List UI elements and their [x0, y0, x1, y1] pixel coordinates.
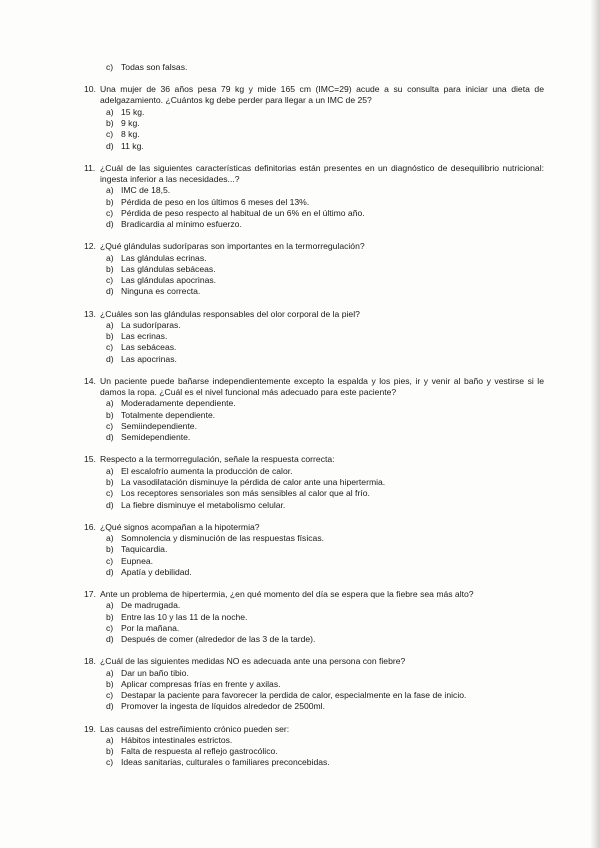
option-text: La fiebre disminuye el metabolismo celular.: [121, 499, 286, 510]
option-letter: b): [106, 611, 114, 622]
option-text: La vasodilatación disminuye la pérdida de calor ante una hipertermia.: [121, 476, 386, 487]
answer-option: [84, 735, 544, 746]
question-17: [84, 589, 544, 645]
option-text: IMC de 18,5.: [121, 185, 171, 196]
answer-option: [84, 118, 544, 129]
question-text: ¿Qué glándulas sudoríparas son importantes en la termorregulación?: [100, 241, 365, 252]
option-letter: c): [106, 690, 114, 701]
option-letter: b): [106, 117, 114, 128]
option-letter: c): [106, 275, 114, 286]
answer-option: [84, 129, 544, 140]
option-text: Dar un baño tibio.: [121, 667, 189, 678]
option-letter: a): [106, 667, 114, 678]
option-letter: b): [106, 409, 114, 420]
option-letter: a): [106, 532, 114, 543]
question-11: [84, 163, 544, 231]
answer-option: [84, 746, 544, 757]
question-stem: [84, 163, 544, 186]
option-text: Las sebáceas.: [121, 342, 177, 353]
question-number: 10.: [84, 84, 96, 95]
option-letter: a): [106, 465, 114, 476]
question-stem: [84, 309, 544, 320]
option-letter: b): [106, 746, 114, 757]
option-text: Las ecrinas.: [121, 331, 168, 342]
option-letter: d): [106, 566, 114, 577]
question-14: [84, 376, 544, 444]
question-text: ¿Cuáles son las glándulas responsables del olor corporal de la piel?: [100, 308, 360, 319]
answer-option: [84, 354, 544, 365]
option-text: Pérdida de peso en los últimos 6 meses del 13%.: [121, 196, 310, 207]
question-10: [84, 84, 544, 152]
option-letter: b): [106, 196, 114, 207]
answer-option: [84, 398, 544, 409]
question-text: ¿Cuál de las siguientes características definitorias están presentes en un diagnóstico de desequilibrio nutricional: ingesta inferior a las necesidades...?: [100, 162, 544, 184]
scan-edge-shadow: [590, 0, 600, 848]
option-text: Las glándulas ecrinas.: [121, 252, 207, 263]
option-letter: a): [106, 252, 114, 263]
question-text: ¿Cuál de las siguientes medidas NO es adecuada ante una persona con fiebre?: [100, 656, 406, 667]
answer-option: [84, 488, 544, 499]
question-13: [84, 309, 544, 365]
option-text: Las apocrinas.: [121, 353, 177, 364]
question-number: 19.: [84, 723, 96, 734]
option-letter: b): [106, 678, 114, 689]
question-text: Ante un problema de hipertermia, ¿en qué momento del día se espera que la fiebre sea más alto?: [100, 588, 474, 599]
option-text: 15 kg.: [121, 106, 145, 117]
question-stem: [84, 724, 544, 735]
answer-option: [84, 208, 544, 219]
question-number: 16.: [84, 521, 96, 532]
question-16: [84, 522, 544, 578]
option-text: El escalofrío aumenta la producción de calor.: [121, 465, 293, 476]
option-text: Eupnea.: [121, 555, 154, 566]
answer-option: [84, 432, 544, 443]
answer-option: [84, 219, 544, 230]
answer-option: [84, 466, 544, 477]
answer-option: [84, 342, 544, 353]
question-number: 15.: [84, 454, 96, 465]
option-letter: d): [106, 286, 114, 297]
question-stem: [84, 454, 544, 465]
option-letter: c): [106, 421, 114, 431]
option-text: Destapar la paciente para favorecer la perdida de calor, especialmente en la fase de inicio.: [121, 690, 467, 701]
answer-option: [84, 253, 544, 264]
question-number: 17.: [84, 588, 96, 599]
answer-option: [84, 185, 544, 196]
answer-option: [84, 286, 544, 297]
answer-option: [84, 264, 544, 275]
option-letter: a): [106, 319, 114, 330]
option-letter: b): [106, 331, 114, 342]
answer-option: [84, 410, 544, 421]
question-text: Respecto a la termorregulación, señale la respuesta correcta:: [100, 454, 335, 465]
option-text: Todas son falsas.: [121, 62, 188, 72]
question-text: ¿Qué signos acompañan a la hipotermia?: [100, 521, 260, 532]
option-letter: a): [106, 600, 114, 611]
question-number: 13.: [84, 308, 96, 319]
option-text: 9 kg.: [121, 117, 140, 128]
option-letter: c): [106, 207, 114, 218]
question-stem: [84, 84, 544, 107]
answer-option: [84, 141, 544, 152]
answer-option: [84, 275, 544, 286]
question-19: [84, 724, 544, 769]
option-text: 8 kg.: [121, 129, 140, 140]
answer-option: [84, 701, 544, 712]
answer-option: [84, 197, 544, 208]
option-text: Después de comer (alrededor de las 3 de la tarde).: [121, 634, 316, 645]
question-12: [84, 241, 544, 297]
option-letter: c): [106, 342, 114, 353]
question-18: [84, 656, 544, 712]
answer-option: [84, 634, 544, 645]
option-letter: b): [106, 263, 114, 274]
answer-option: [84, 623, 544, 634]
option-text: Taquicardia.: [121, 544, 168, 555]
question-stem: [84, 241, 544, 252]
option-text: Ideas sanitarias, culturales o familiares preconcebidas.: [121, 757, 330, 768]
option-letter: d): [106, 140, 114, 151]
option-letter: a): [106, 398, 114, 409]
option-letter: c): [106, 488, 114, 499]
question-15: [84, 454, 544, 510]
answer-option: [84, 544, 544, 555]
option-text: Promover la ingesta de líquidos alrededor de 2500ml.: [121, 701, 325, 712]
option-text: Totalmente dependiente.: [121, 409, 216, 420]
option-letter: d): [106, 634, 114, 645]
answer-option: [84, 533, 544, 544]
option-text: Pérdida de peso respecto al habitual de un 6% en el último año.: [121, 207, 365, 218]
answer-option: [84, 320, 544, 331]
option-letter: c): [106, 555, 114, 566]
answer-option: [84, 679, 544, 690]
question-list: [84, 84, 544, 769]
exam-content: [84, 62, 544, 769]
option-text: Falta de respuesta al reflejo gastrocólico.: [121, 746, 278, 757]
option-letter: c): [106, 62, 114, 72]
question-stem: [84, 656, 544, 667]
question-number: 14.: [84, 375, 96, 386]
option-text: Las glándulas apocrinas.: [121, 275, 217, 286]
option-text: Somnolencia y disminución de las respuestas físicas.: [121, 532, 325, 543]
answer-option: [84, 331, 544, 342]
answer-option: [84, 556, 544, 567]
option-letter: d): [106, 701, 114, 712]
question-text: Las causas del estreñimiento crónico pueden ser:: [100, 723, 290, 734]
option-text: La sudoríparas.: [121, 319, 181, 330]
option-letter: c): [106, 757, 114, 768]
question-number: 12.: [84, 241, 96, 252]
question-text: Una mujer de 36 años pesa 79 kg y mide 165 cm (IMC=29) acude a su consulta para iniciar una dieta de adelgazamiento. ¿Cuántos kg debe perder para llegar a un IMC de 25?: [100, 84, 544, 106]
option-text: 11 kg.: [121, 140, 144, 151]
option-letter: a): [106, 106, 114, 117]
option-text: Por la mañana.: [121, 622, 180, 633]
answer-option: [84, 567, 544, 578]
previous-option: [84, 62, 544, 73]
question-stem: [84, 376, 544, 399]
option-letter: c): [106, 129, 114, 140]
option-text: Apatía y debilidad.: [121, 566, 192, 577]
option-text: Las glándulas sebáceas.: [121, 263, 216, 274]
option-letter: a): [106, 185, 114, 196]
question-number: 18.: [84, 656, 96, 667]
option-text: De madrugada.: [121, 600, 181, 611]
answer-option: [84, 421, 544, 432]
question-text: Un paciente puede bañarse independientemente excepto la espalda y los pies, ir y venir al baño y vestirse si le damos la ropa. ¿Cuál es el nivel funcional más adecuado para este paciente?: [100, 375, 544, 398]
question-stem: [84, 589, 544, 600]
option-letter: d): [106, 353, 114, 364]
answer-option: [84, 612, 544, 623]
option-text: Bradicardia al mínimo esfuerzo.: [121, 219, 242, 230]
answer-option: [84, 600, 544, 611]
option-text: Los receptores sensoriales son más sensibles al calor que al frío.: [121, 488, 370, 499]
option-text: Hábitos intestinales estrictos.: [121, 734, 233, 745]
answer-option: [84, 690, 544, 701]
option-letter: d): [106, 499, 114, 510]
option-letter: b): [106, 476, 114, 487]
answer-option: [84, 668, 544, 679]
option-letter: b): [106, 544, 114, 555]
option-text: Aplicar compresas frías en frente y axilas.: [121, 678, 281, 689]
option-text: Semiindependiente.: [121, 421, 197, 431]
question-stem: [84, 522, 544, 533]
option-text: Ninguna es correcta.: [121, 286, 201, 297]
option-text: Entre las 10 y las 11 de la noche.: [121, 611, 248, 622]
answer-option: [84, 107, 544, 118]
option-letter: c): [106, 622, 114, 633]
question-number: 11.: [84, 162, 96, 173]
option-letter: d): [106, 219, 114, 230]
answer-option: [84, 477, 544, 488]
answer-option: [84, 500, 544, 511]
option-text: Moderadamente dependiente.: [121, 398, 236, 409]
option-text: Semidependiente.: [121, 432, 191, 443]
option-letter: d): [106, 432, 114, 443]
option-letter: a): [106, 734, 114, 745]
answer-option: [84, 757, 544, 768]
